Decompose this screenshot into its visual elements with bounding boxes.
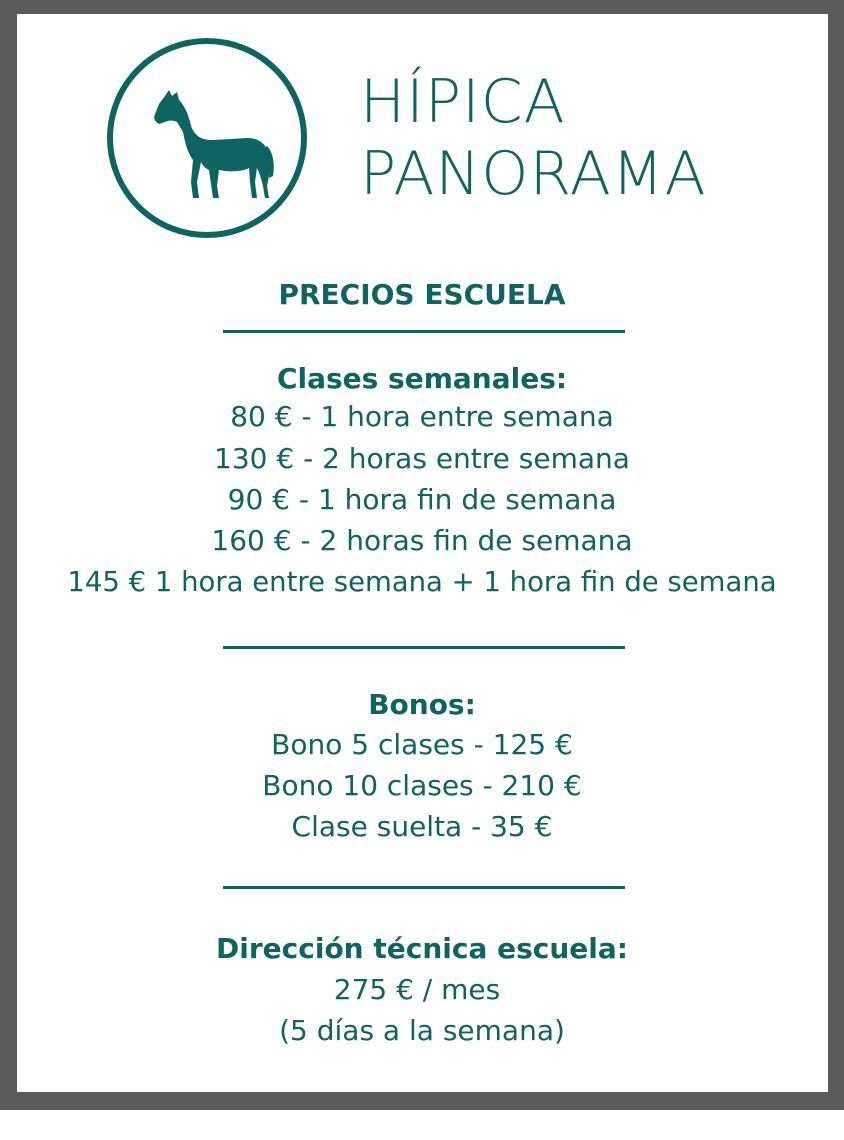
weekly-item: 160 € - 2 horas fin de semana: [211, 524, 633, 557]
bonos-item: Clase suelta - 35 €: [291, 810, 553, 843]
bonos-item: Bono 10 clases - 210 €: [262, 769, 582, 802]
brand-name: [360, 66, 707, 210]
weekly-item: 130 € - 2 horas entre semana: [214, 442, 630, 475]
divider-1: [223, 330, 625, 333]
page-title: PRECIOS ESCUELA: [278, 278, 566, 311]
weekly-item: 80 € - 1 hora entre semana: [230, 400, 614, 433]
weekly-item: 145 € 1 hora entre semana + 1 hora fin de semana: [67, 566, 777, 598]
weekly-item: 90 € - 1 hora fin de semana: [227, 483, 617, 516]
brand-line-1: HÍPICA: [360, 67, 566, 137]
weekly-heading: Clases semanales:: [276, 362, 568, 395]
bonos-heading: Bonos:: [368, 688, 476, 721]
brand-line-2: PANORAMA: [360, 139, 707, 209]
direction-item: (5 días a la semana): [279, 1014, 565, 1047]
logo: [107, 38, 307, 238]
divider-2: [223, 646, 625, 649]
direction-item: 275 € / mes: [333, 973, 501, 1006]
horse-icon: [151, 86, 275, 206]
divider-3: [223, 886, 625, 889]
direction-heading: Dirección técnica escuela:: [216, 932, 628, 965]
bonos-item: Bono 5 clases - 125 €: [271, 728, 573, 761]
